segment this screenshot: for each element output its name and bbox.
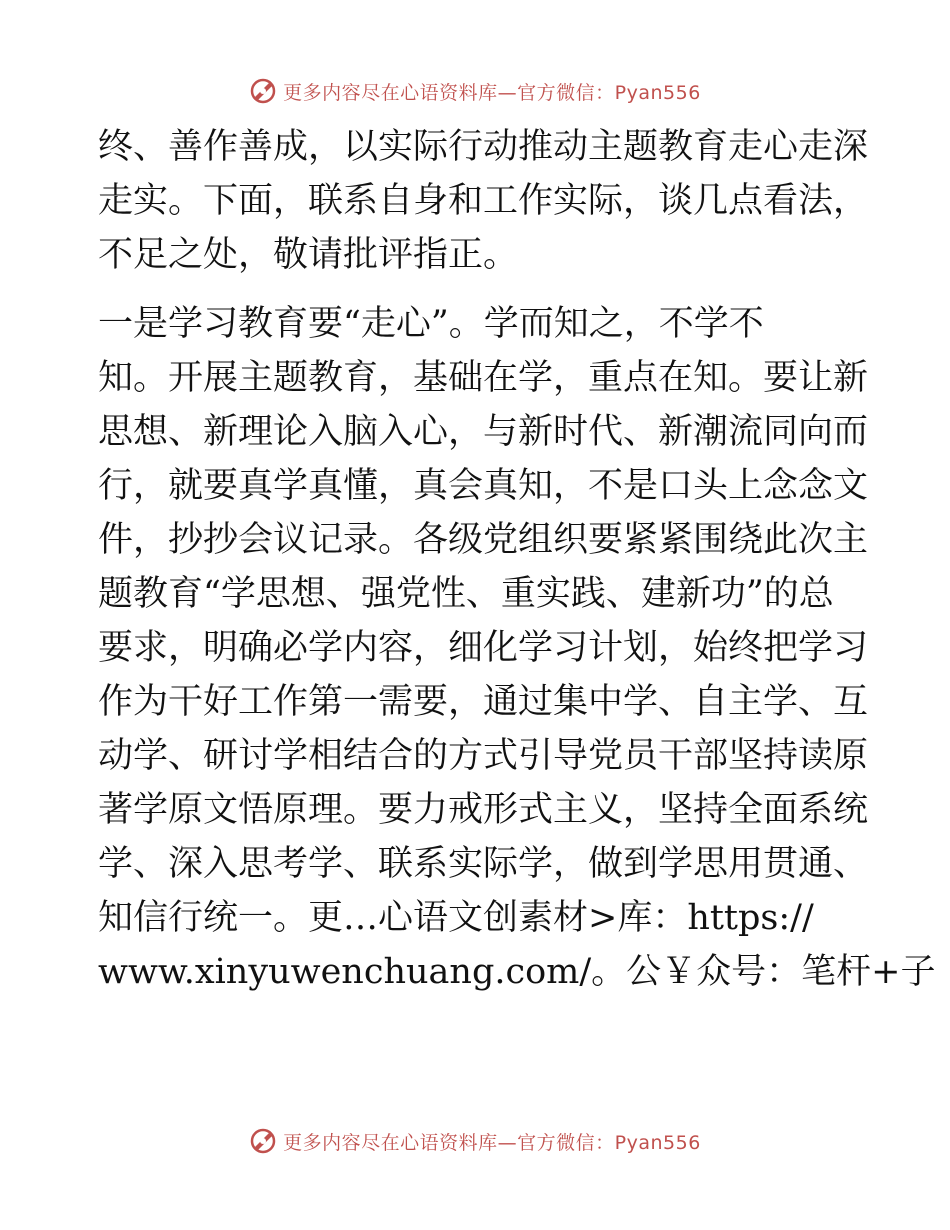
pen-logo-icon (249, 1127, 277, 1155)
text-line: 学、深入思考学、联系实际学，做到学思用贯通、 (98, 844, 869, 884)
header-banner-text: 更多内容尽在心语资料库—官方微信：Pyan556 (283, 81, 701, 104)
text-line: 一是学习教育要“走心”。学而知之，不学不 (98, 304, 764, 344)
text-line: 动学、研讨学相结合的方式引导党员干部坚持读原 (98, 736, 869, 776)
text-line: 知信行统一。更…心语文创素材>库：https:// (98, 898, 814, 938)
text-line: 件，抄抄会议记录。各级党组织要紧紧围绕此次主 (98, 520, 869, 560)
text-line: 知。开展主题教育，基础在学，重点在知。要让新 (98, 358, 869, 398)
text-line: 思想、新理论入脑入心，与新时代、新潮流同向而 (98, 412, 869, 452)
text-line: 著学原文悟原理。要力戒形式主义，坚持全面系统 (98, 790, 869, 830)
paragraph-1 (98, 120, 869, 282)
header-banner (0, 74, 950, 108)
text-line: 终、善作善成，以实际行动推动主题教育走心走深 (98, 127, 869, 167)
paragraph-2 (98, 297, 936, 999)
footer-banner (0, 1124, 950, 1158)
text-line: 不足之处，敬请批评指正。 (98, 235, 519, 275)
text-line: 作为干好工作第一需要，通过集中学、自主学、互 (98, 682, 869, 722)
text-line: 行，就要真学真懂，真会真知，不是口头上念念文 (98, 466, 869, 506)
document-body (98, 120, 936, 999)
footer-banner-text: 更多内容尽在心语资料库—官方微信：Pyan556 (283, 1131, 701, 1154)
text-line: 题教育“学思想、强党性、重实践、建新功”的总 (98, 574, 834, 614)
text-line: 要求，明确必学内容，细化学习计划，始终把学习 (98, 628, 869, 668)
pen-logo-icon (249, 77, 277, 105)
text-line: www.xinyuwenchuang.com/。公￥众号：笔杆+子 (98, 952, 936, 992)
text-line: 走实。下面，联系自身和工作实际，谈几点看法， (98, 181, 869, 221)
